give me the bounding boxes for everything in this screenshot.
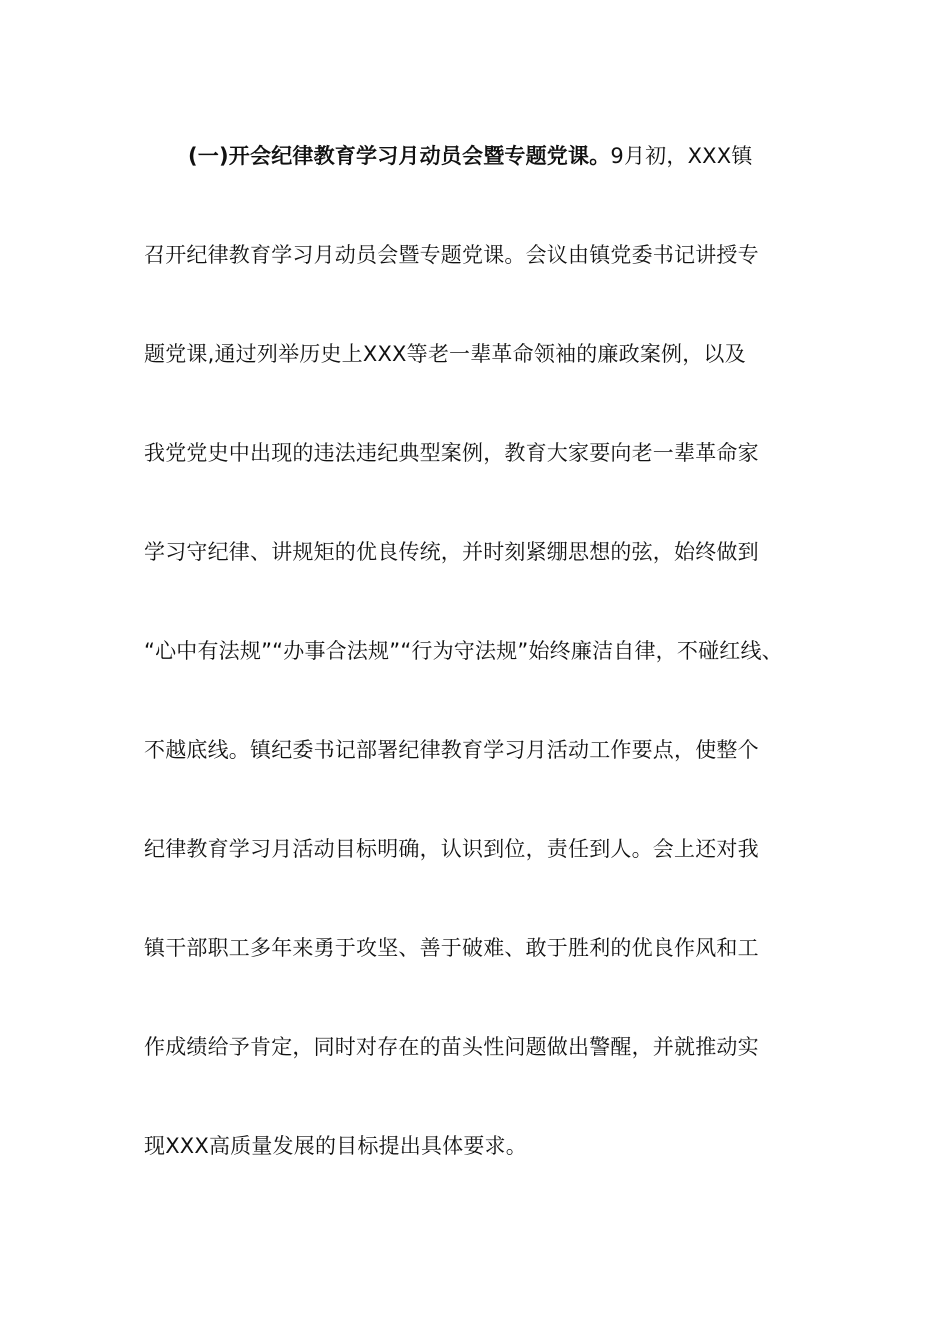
section-heading: (一)开会纪律教育学习月动员会暨专题党课。 xyxy=(188,144,611,168)
paragraph-text: 9月初，XXX镇 xyxy=(610,144,753,168)
paragraph-line-11: 现XXX高质量发展的目标提出具体要求。 xyxy=(144,1134,527,1158)
paragraph-line-5: 学习守纪律、讲规矩的优良传统，并时刻紧绷思想的弦，始终做到 xyxy=(144,540,759,564)
paragraph-line-8: 纪律教育学习月活动目标明确，认识到位，责任到人。会上还对我 xyxy=(144,837,759,861)
document-paragraph xyxy=(144,128,794,1217)
paragraph-line-10: 作成绩给予肯定，同时对存在的苗头性问题做出警醒，并就推动实 xyxy=(144,1035,759,1059)
paragraph-line-9: 镇干部职工多年来勇于攻坚、善于破难、敢于胜利的优良作风和工 xyxy=(144,936,759,960)
paragraph-line-1 xyxy=(144,128,794,227)
paragraph-line-4: 我党党史中出现的违法违纪典型案例，教育大家要向老一辈革命家 xyxy=(144,441,759,465)
paragraph-line-2: 召开纪律教育学习月动员会暨专题党课。会议由镇党委书记讲授专 xyxy=(144,243,759,267)
paragraph-line-7: 不越底线。镇纪委书记部署纪律教育学习月活动工作要点，使整个 xyxy=(144,738,759,762)
paragraph-line-3: 题党课,通过列举历史上XXX等老一辈革命领袖的廉政案例，以及 xyxy=(144,342,746,366)
paragraph-line-6: “心中有法规”“办事合法规”“行为守法规”始终廉洁自律，不碰红线、 xyxy=(144,639,783,663)
